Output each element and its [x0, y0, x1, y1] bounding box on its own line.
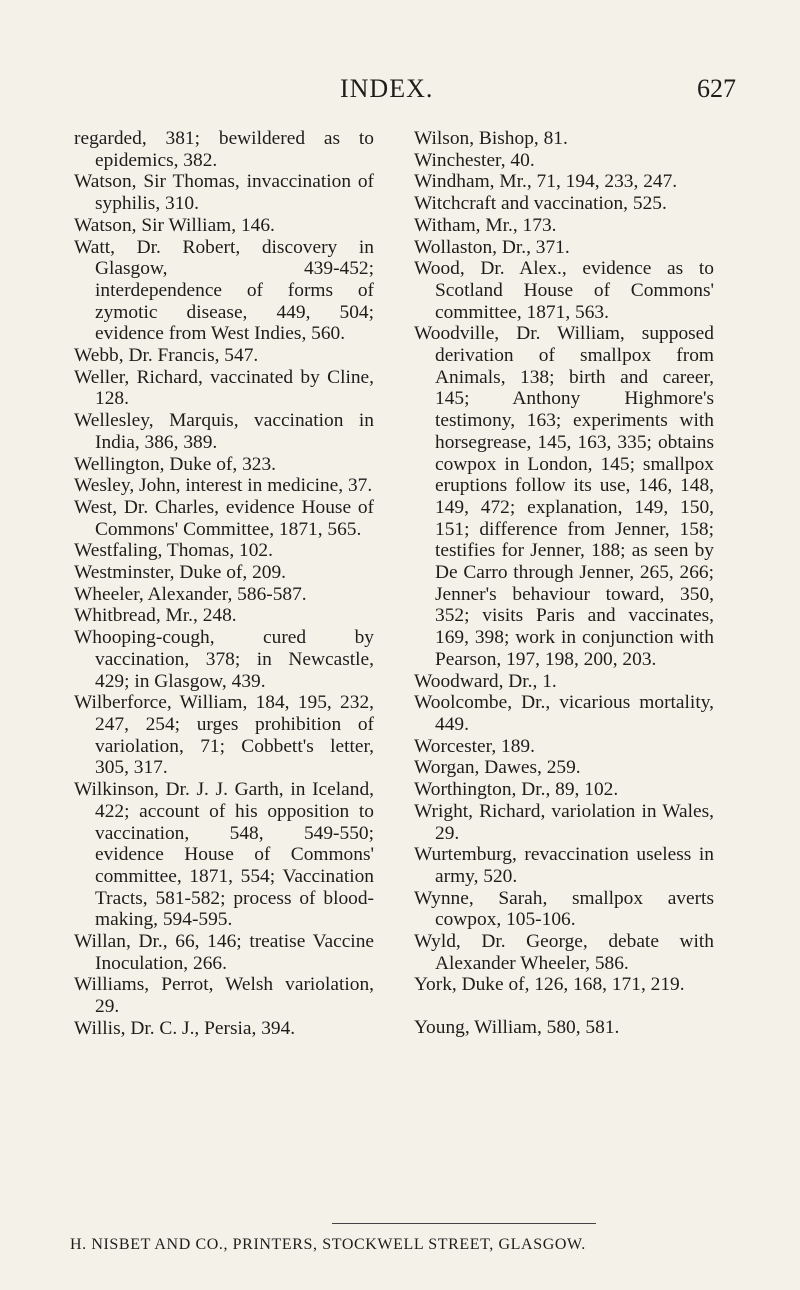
index-entry: Wright, Richard, variolation in Wales, 29. — [414, 800, 714, 844]
index-entry: Young, William, 580, 581. — [414, 1017, 620, 1039]
index-entry: Wellington, Duke of, 323. — [74, 453, 277, 475]
index-entry: Willan, Dr., 66, 146; treatise Vaccine Inoculation, 266. — [74, 931, 374, 974]
index-entry: Wood, Dr. Alex., evidence as to Scotland House of Commons' committee, 1871, 563. — [414, 258, 714, 323]
index-entry: York, Duke of, 126, 168, 171, 219. — [414, 974, 685, 996]
index-entry: Witchcraft and vaccination, 525. — [414, 193, 667, 215]
index-entry: Wilberforce, William, 184, 195, 232, 247, 254; urges prohibition of variolation, 71; Cobbett's letter, 305, 317. — [74, 692, 374, 779]
printer-imprint: H. NISBET AND CO., PRINTERS, STOCKWELL STREET, GLASGOW. — [70, 1236, 586, 1253]
index-entry: Worthington, Dr., 89, 102. — [414, 779, 619, 801]
index-entry: Watt, Dr. Robert, discovery in Glasgow, 439-452; interdependence of forms of zymotic disease, 449, 504; evidence from West Indies, 560. — [74, 236, 374, 345]
index-entry: Winchester, 40. — [414, 149, 535, 171]
page-title: INDEX. — [340, 74, 434, 103]
index-entry: Woodward, Dr., 1. — [414, 670, 557, 692]
index-entry: Wilson, Bishop, 81. — [414, 128, 568, 149]
index-entry: Westminster, Duke of, 209. — [74, 562, 286, 584]
index-entry: Wollaston, Dr., 371. — [414, 236, 570, 258]
index-entry: Wheeler, Alexander, 586-587. — [74, 583, 307, 605]
index-entry: Woolcombe, Dr., vicarious mortality, 449. — [414, 692, 714, 735]
footer-divider — [332, 1223, 596, 1224]
index-entry: Willis, Dr. C. J., Persia, 394. — [74, 1017, 296, 1039]
index-entry: regarded, 381; bewildered as to epidemics, 382. — [74, 128, 374, 171]
index-entry: Wellesley, Marquis, vaccination in India, 386, 389. — [74, 410, 374, 453]
index-entry: Watson, Sir William, 146. — [74, 214, 275, 236]
index-entry: Witham, Mr., 173. — [414, 214, 557, 236]
index-entry: Westfaling, Thomas, 102. — [74, 540, 273, 562]
page-header — [0, 74, 800, 114]
index-entry: Williams, Perrot, Welsh variolation, 29. — [74, 974, 374, 1018]
index-entry: Woodville, Dr. William, supposed derivation of smallpox from Animals, 138; birth and career, 145; Anthony Highmore's testimony, 163; experiments with horsegrease, 145, 163, 335; obtains cowpox in London, 145; smallpox eruptions follow its use, 146, 148, 149, 472; explanation, 149, 150, 151; difference from Jenner, 158; testifies for Jenner, 188; as seen by De Carro through Jenner, 265, 266; Jenner's behaviour toward, 350, 352; visits Paris and vaccinates, 169, 398; work in conjunction with Pearson, 197, 198, 200, 203. — [414, 323, 714, 670]
index-right-column — [414, 128, 714, 1039]
index-entry: Whooping-cough, cured by vaccination, 378; in Newcastle, 429; in Glasgow, 439. — [74, 627, 374, 692]
index-entry: Watson, Sir Thomas, invaccination of syphilis, 310. — [74, 171, 374, 215]
index-entry: Wilkinson, Dr. J. J. Garth, in Iceland, 422; account of his opposition to vaccination, 548, 549-550; evidence House of Commons' committee, 1871, 554; Vaccination Tracts, 581-582; process of blood-making, 594-595. — [74, 779, 374, 931]
index-entry: Windham, Mr., 71, 194, 233, 247. — [414, 171, 678, 193]
index-entry: Weller, Richard, vaccinated by Cline, 128. — [74, 366, 374, 410]
page-number: 627 — [697, 74, 736, 103]
index-entry: Whitbread, Mr., 248. — [74, 605, 237, 627]
index-entry: Wynne, Sarah, smallpox averts cowpox, 105-106. — [414, 887, 714, 931]
index-entry: Webb, Dr. Francis, 547. — [74, 345, 259, 367]
index-entry: West, Dr. Charles, evidence House of Commons' Committee, 1871, 565. — [74, 496, 374, 540]
index-entry: Wesley, John, interest in medicine, 37. — [74, 475, 373, 497]
index-entry: Wyld, Dr. George, debate with Alexander Wheeler, 586. — [414, 931, 714, 974]
index-entry: Wurtemburg, revaccination useless in army, 520. — [414, 844, 714, 887]
index-left-column — [74, 128, 374, 1040]
index-entry: Worcester, 189. — [414, 735, 535, 757]
index-entry: Worgan, Dawes, 259. — [414, 757, 581, 779]
